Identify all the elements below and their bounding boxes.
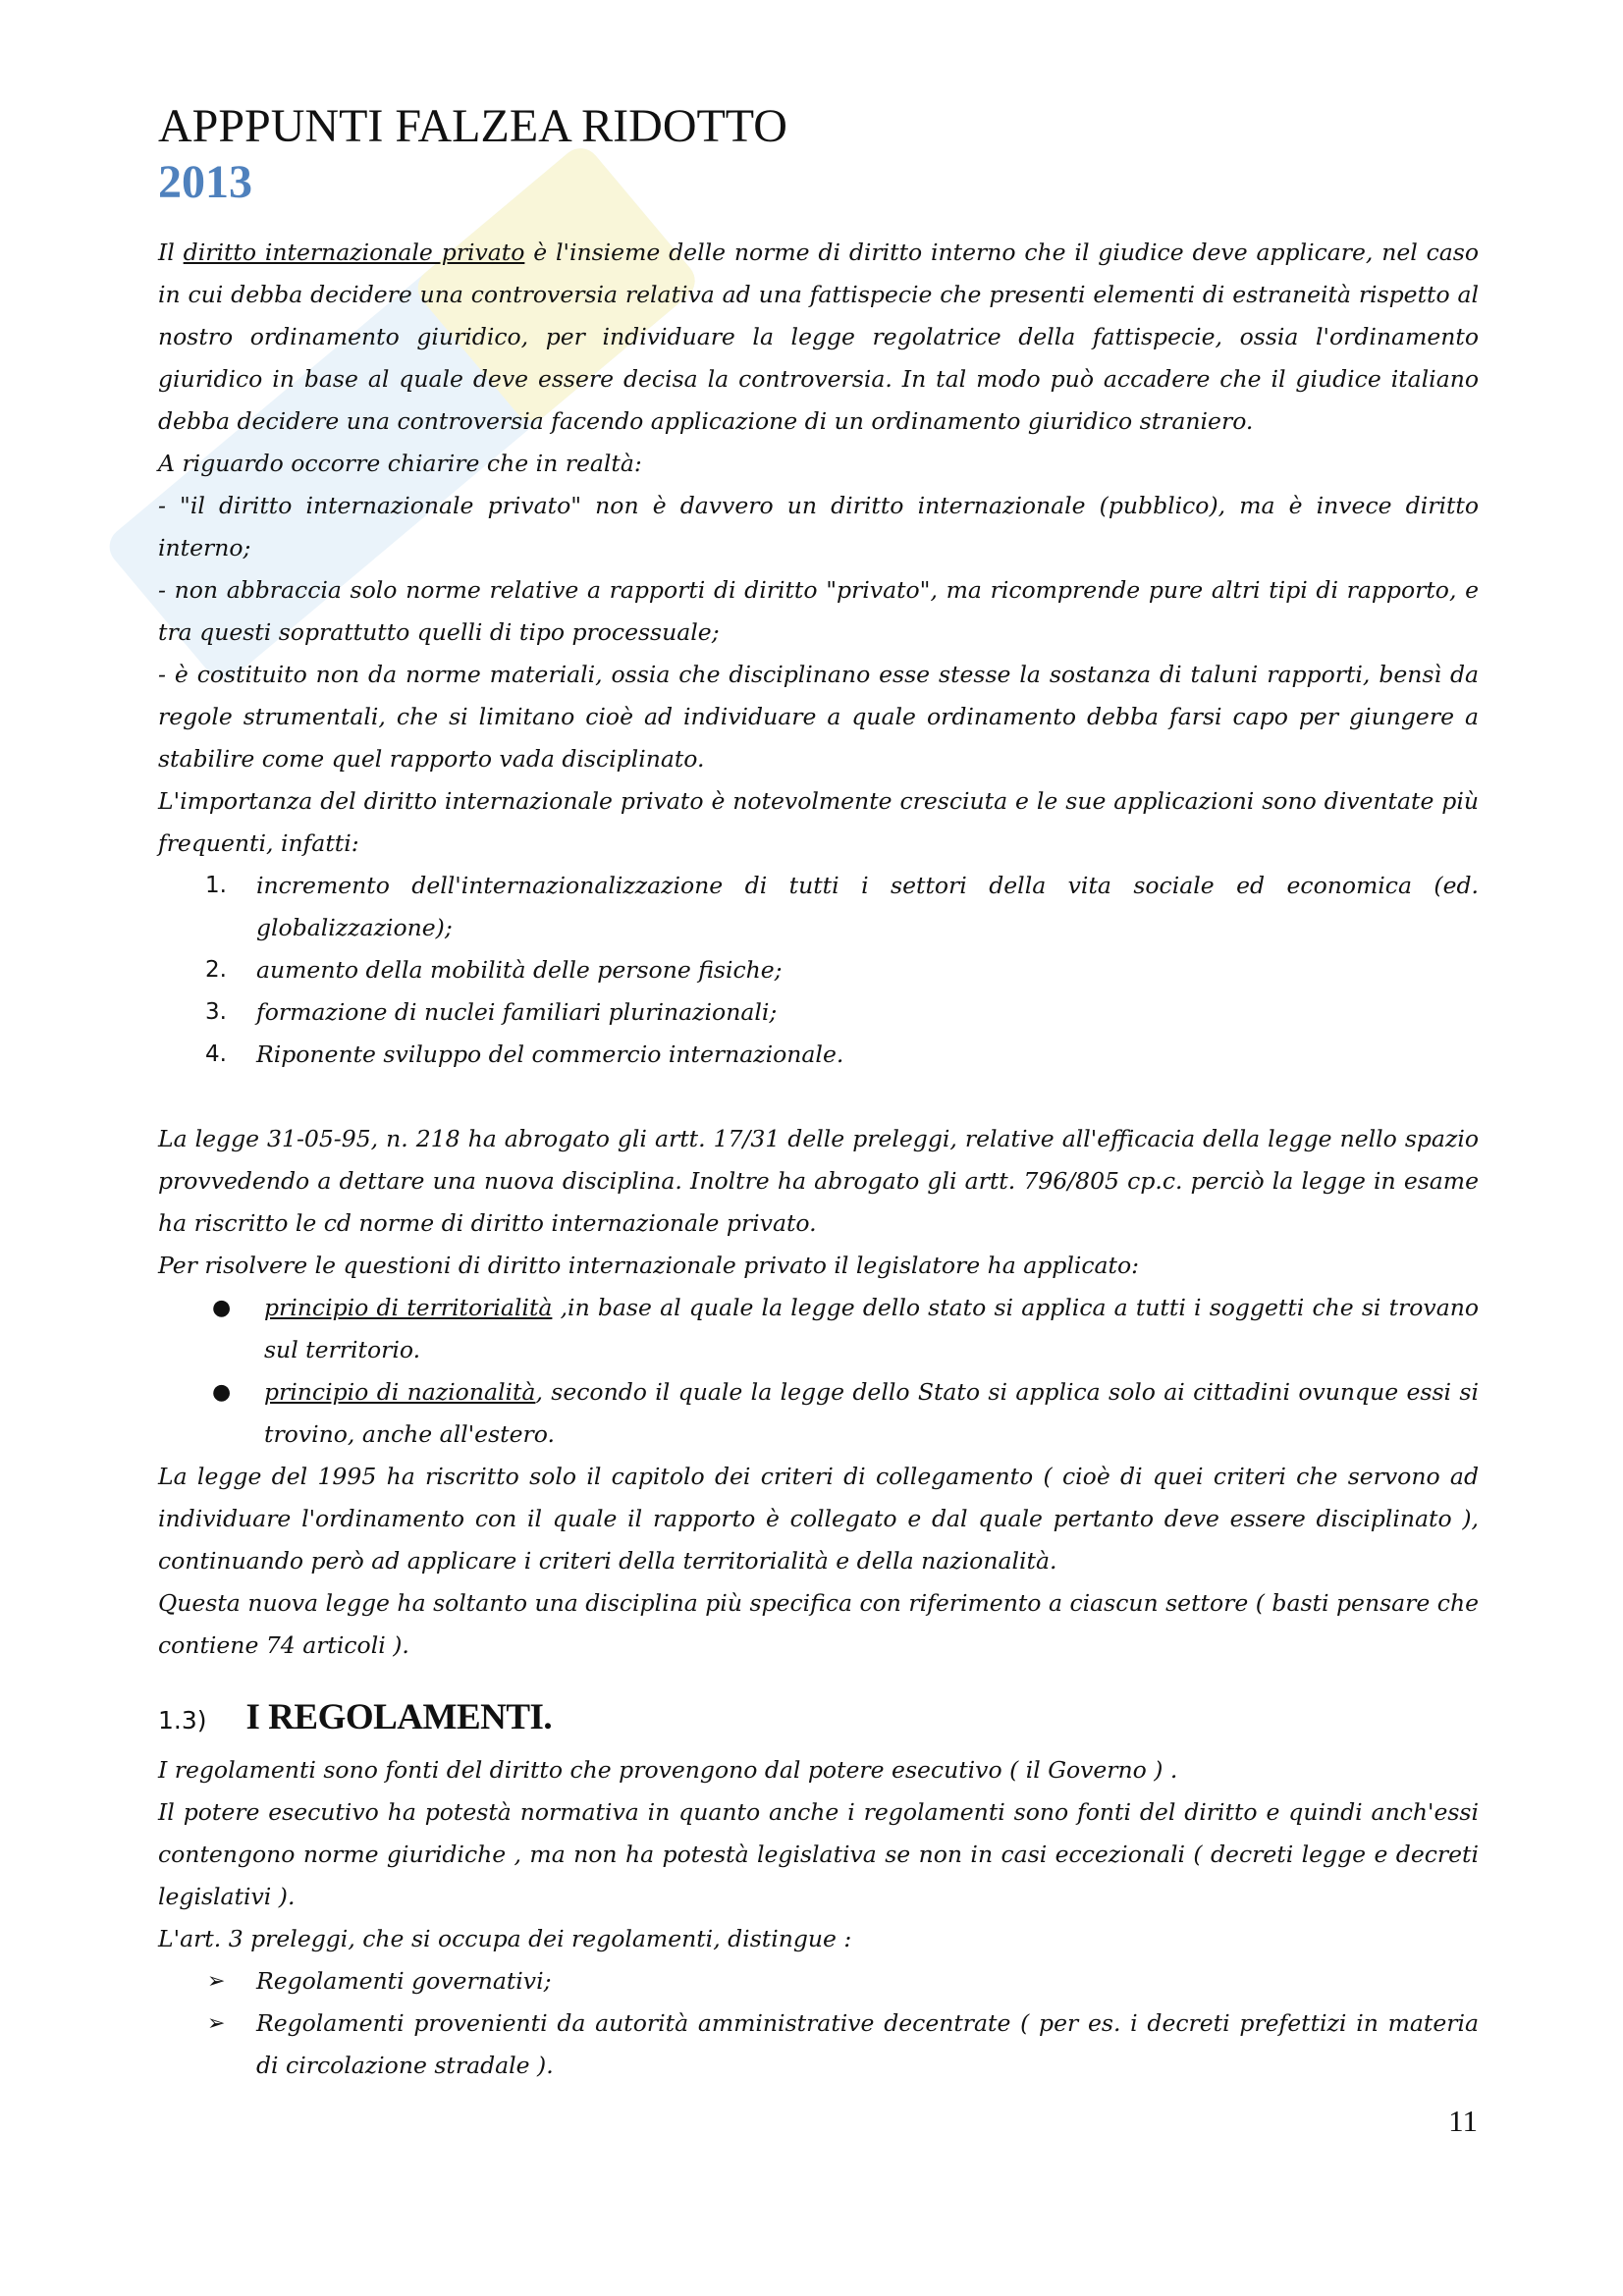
regolamenti-art3: L'art. 3 preleggi, che si occupa dei regolamenti, distingue : [158, 1925, 852, 1952]
document-page [158, 98, 1479, 2087]
intro-prefix: Il [158, 239, 184, 266]
list-item [158, 1034, 1479, 1076]
law-1995-paragraph: La legge del 1995 ha riscritto solo il capitolo dei criteri di collegamento ( cioè di quei criteri che servono ad individuare l'ordinamento con il quale il rapporto è collegato e dal quale pertanto deve essere disciplinato ), continuando però ad applicare i criteri della territorialità e della nazionalità. [158, 1463, 1479, 1575]
regolamenti-definition: I regolamenti sono fonti del diritto che provengono dal potere esecutivo ( il Governo ) . [158, 1756, 1178, 1784]
intro-clarification: A riguardo occorre chiarire che in realtà: [158, 450, 642, 477]
section-heading [158, 1694, 1479, 1747]
list-item [158, 1287, 1479, 1371]
list-number: 4. [205, 1041, 227, 1067]
arrow-bullet-icon: ➢ [207, 1969, 226, 1994]
list-number: 2. [205, 957, 227, 983]
list-item-text: Regolamenti governativi; [256, 1967, 552, 1995]
document-year: 2013 [158, 156, 252, 208]
law-specificity-paragraph: Questa nuova legge ha soltanto una disciplina più specifica con riferimento a ciascun settore ( basti pensare che contiene 74 articoli ). [158, 1589, 1479, 1659]
bullet-icon: ● [212, 1296, 232, 1320]
intro-definition-text: è l'insieme delle norme di diritto interno che il giudice deve applicare, nel caso in cui debba decidere una controversia relativa ad una fattispecie che presenti elementi di estraneità rispetto al nostro ordinamento giuridico, per individuare la legge regolatrice della fattispecie, ossia l'ordinamento giuridico in base al quale deve essere decisa la controversia. In tal modo può accadere che il giudice italiano debba decidere una controversia facendo applicazione di un ordinamento giuridico straniero. [158, 239, 1479, 435]
bullet-icon: ● [212, 1380, 232, 1405]
list-item-text: Regolamenti provenienti da autorità amministrative decentrate ( per es. i decreti prefettizi in materia di circolazione stradale ). [256, 2009, 1479, 2079]
principle-term: principio di nazionalità [264, 1378, 536, 1406]
list-item [158, 991, 1479, 1034]
intro-point-2: - non abbraccia solo norme relative a rapporti di diritto "privato", ma ricomprende pure altri tipi di rapporto, e tra questi soprattutto quelli di tipo processuale; [158, 576, 1479, 646]
principles-list [158, 1287, 1479, 1456]
section-number: 1.3) [158, 1706, 207, 1735]
list-item [158, 1960, 1479, 2002]
list-number: 1. [205, 873, 227, 898]
law-principles-intro: Per risolvere le questioni di diritto internazionale privato il legislatore ha applicato: [158, 1252, 1140, 1279]
section-title-suffix: . [543, 1697, 553, 1737]
principle-term: principio di territorialità [264, 1294, 553, 1321]
term-diritto-internazionale-privato: diritto internazionale privato [183, 239, 525, 266]
list-item [158, 2002, 1479, 2087]
intro-definition [158, 232, 1479, 443]
intro-point-1: - "il diritto internazionale privato" non è davvero un diritto internazionale (pubblico), ma è invece diritto interno; [158, 492, 1479, 561]
list-number: 3. [205, 999, 227, 1025]
list-item [158, 865, 1479, 949]
intro-importance: L'importanza del diritto internazionale privato è notevolmente cresciuta e le sue applicazioni sono diventate più frequenti, infatti: [158, 787, 1479, 857]
intro-point-3: - è costituito non da norme materiali, ossia che disciplinano esse stesse la sostanza di taluni rapporti, bensì da regole strumentali, che si limitano cioè ad individuare a quale ordinamento debba farsi capo per giungere a stabilire come quel rapporto vada disciplinato. [158, 661, 1479, 773]
list-item-text: aumento della mobilità delle persone fisiche; [256, 956, 783, 984]
list-item [158, 949, 1479, 991]
regolamenti-potesta: Il potere esecutivo ha potestà normativa in quanto anche i regolamenti sono fonti del diritto e quindi anch'essi contengono norme giuridiche , ma non ha potestà legislativa se non in casi eccezionali ( decreti legge e decreti legislativi ). [158, 1798, 1479, 1910]
list-item-text: incremento dell'internazionalizzazione di tutti i settori della vita sociale ed economica (ed. globalizzazione); [256, 872, 1479, 941]
list-item-text: Riponente sviluppo del commercio internazionale. [256, 1041, 844, 1068]
principle-description: ,in base al quale la legge dello stato si applica a tutti i soggetti che si trovano sul territorio. [264, 1294, 1479, 1363]
regolamenti-list [158, 1960, 1479, 2087]
law-218-paragraph: La legge 31-05-95, n. 218 ha abrogato gli artt. 17/31 delle preleggi, relative all'efficacia della legge nello spazio provvedendo a dettare una nuova disciplina. Inoltre ha abrogato gli artt. 796/805 cp.c. perciò la legge in esame ha riscritto le cd norme di diritto internazionale privato. [158, 1125, 1479, 1237]
page-number: 11 [1448, 2104, 1478, 2138]
paragraph-gap [158, 1076, 1479, 1118]
reasons-list [158, 865, 1479, 1076]
list-item-text: formazione di nuclei familiari plurinazionali; [256, 998, 778, 1026]
list-item [158, 1371, 1479, 1456]
section-title: I REGOLAMENTI [245, 1697, 544, 1737]
arrow-bullet-icon: ➢ [207, 2011, 226, 2036]
principle-description: , secondo il quale la legge dello Stato si applica solo ai cittadini ovunque essi si trovino, anche all'estero. [264, 1378, 1479, 1448]
document-title: APPPUNTI FALZEA RIDOTTO [158, 100, 787, 152]
